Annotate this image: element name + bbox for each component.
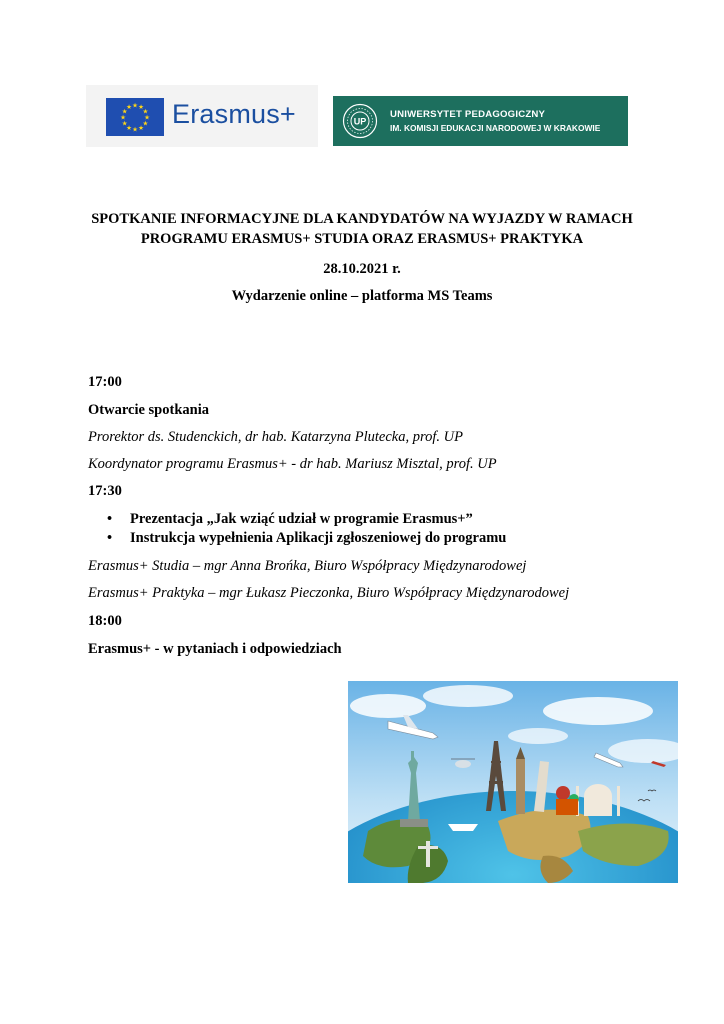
university-name: UNIWERSYTET PEDAGOGICZNY <box>390 109 546 120</box>
bullet-icon: • <box>107 511 113 527</box>
eu-star-icon: ★ <box>138 124 144 132</box>
university-subtitle: IM. KOMISJI EDUKACJI NARODOWEJ W KRAKOWIE <box>390 123 601 133</box>
eu-star-icon: ★ <box>132 102 138 110</box>
agenda-opening: Otwarcie spotkania <box>88 402 209 418</box>
agenda-time-1730: 17:30 <box>88 483 122 499</box>
eu-star-icon: ★ <box>132 126 138 134</box>
bullet-icon: • <box>107 530 113 546</box>
event-date: 28.10.2021 r. <box>323 261 401 277</box>
bullet-text-presentation: Prezentacja „Jak wziąć udział w programie Erasmus+” <box>130 511 473 527</box>
eu-flag-icon <box>106 98 164 136</box>
eu-star-icon: ★ <box>138 104 144 112</box>
eu-star-icon: ★ <box>121 108 128 116</box>
university-emblem-letters: UP <box>353 116 367 127</box>
event-platform: Wydarzenie online – platforma MS Teams <box>231 288 493 304</box>
erasmus-logo-text: Erasmus+ <box>172 99 296 129</box>
speaker-studia: Erasmus+ Studia – mgr Anna Brońka, Biuro Współpracy Międzynarodowej <box>88 558 527 574</box>
speaker-praktyka: Erasmus+ Praktyka – mgr Łukasz Pieczonka, Biuro Współpracy Międzynarodowej <box>88 585 570 601</box>
travel-world-landmarks-image <box>348 681 678 883</box>
eu-star-icon: ★ <box>126 104 132 112</box>
title-line-1: SPOTKANIE INFORMACYJNE DLA KANDYDATÓW NA WYJAZDY W RAMACH <box>91 211 633 227</box>
agenda-time-1700: 17:00 <box>88 374 122 390</box>
eu-star-icon: ★ <box>144 114 150 122</box>
speaker-koordynator: Koordynator programu Erasmus+ - dr hab. Mariusz Misztal, prof. UP <box>88 456 497 472</box>
erasmus-plus-logo <box>86 85 318 147</box>
agenda-bullet-item <box>107 530 506 547</box>
eu-star-icon: ★ <box>121 120 128 128</box>
agenda-bullet-item <box>107 511 473 528</box>
eu-star-icon: ★ <box>126 124 132 132</box>
agenda-time-1800: 18:00 <box>88 613 122 629</box>
university-emblem-icon <box>342 103 378 139</box>
eu-star-icon: ★ <box>120 114 126 122</box>
university-logo <box>333 96 628 146</box>
speaker-prorektor: Prorektor ds. Studenckich, dr hab. Katarzyna Plutecka, prof. UP <box>88 429 463 445</box>
agenda-qa: Erasmus+ - w pytaniach i odpowiedziach <box>88 641 342 657</box>
bullet-text-instruction: Instrukcja wypełnienia Aplikacji zgłoszeniowej do programu <box>130 530 507 546</box>
eu-star-icon: ★ <box>142 108 149 116</box>
title-line-2: PROGRAMU ERASMUS+ STUDIA ORAZ ERASMUS+ PRAKTYKA <box>140 231 584 247</box>
eu-star-icon: ★ <box>142 120 149 128</box>
